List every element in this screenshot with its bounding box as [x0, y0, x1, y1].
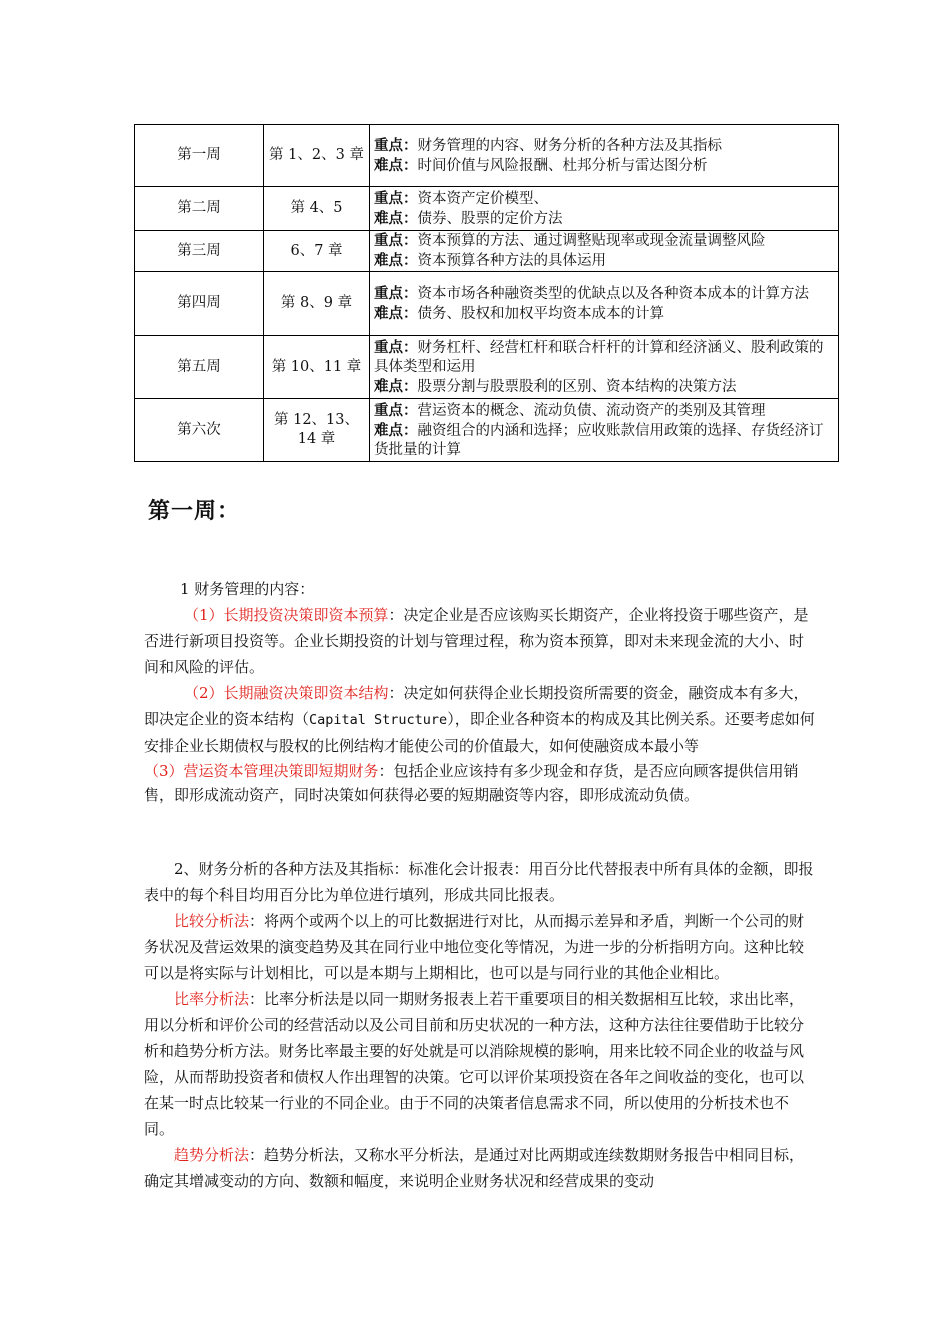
key-label: 重点： [374, 401, 418, 419]
paragraph-long-term-investment [144, 602, 816, 680]
week-cell: 第四周 [135, 272, 264, 336]
term-ratio-analysis: 比率分析法 [174, 990, 250, 1008]
term-comparative-analysis: 比较分析法 [174, 912, 250, 930]
key-text: 财务管理的内容、财务分析的各种方法及其指标 [417, 137, 722, 154]
week-cell: 第二周 [135, 187, 264, 231]
paragraph-long-term-financing [144, 680, 816, 759]
key-label: 重点： [374, 338, 418, 356]
table-row [135, 125, 839, 187]
m1-text: ：将两个或两个以上的可比数据进行对比，从而揭示差异和矛盾，判断一个公司的财务状况及营运效果的演变趋势及其在同行业中地位变化等情况，为进一步的分析指明方向。这种比较可以是将实际与计划相比，可以是本期与上期相比，也可以是与同行业的其他企业相比。 [144, 912, 805, 982]
section-title: 第一周： [148, 499, 241, 524]
difficulty-label: 难点： [374, 252, 418, 269]
key-label: 重点： [374, 232, 418, 249]
key-label: 重点： [374, 136, 418, 154]
description-cell [370, 187, 839, 231]
key-text: 财务杠杆、经营杠杆和联合杆杆的计算和经济涵义、股利政策的具体类型和运用 [374, 339, 824, 375]
difficulty-text: 股票分割与股票股利的区别、资本结构的决策方法 [417, 378, 737, 395]
table-row [135, 336, 839, 399]
key-text: 资本市场各种融资类型的优缺点以及各种资本成本的计算方法 [417, 285, 809, 302]
term-trend-analysis: 趋势分析法 [174, 1146, 250, 1164]
p1-text: ：决定企业是否应该购买长期资产，企业将投资于哪些资产，是否进行新项目投资等。企业长期投资的计划与管理过程，称为资本预算，即对未来现金流的大小、时间和风险的评估。 [144, 606, 809, 676]
week-cell: 第一周 [135, 125, 264, 187]
difficulty-text: 债券、股票的定价方法 [417, 210, 563, 227]
table-row [135, 187, 839, 231]
difficulty-text: 资本预算各种方法的具体运用 [417, 253, 606, 269]
p2-text-a: ：决定如何获得企业长期投资所需要的资金，融资成本有多大，即决定企业的资本结构（ [144, 684, 809, 728]
term-working-capital: （3）营运资本管理决策即短期财务 [144, 762, 379, 780]
chapter-cell: 6、7 章 [264, 231, 370, 272]
week-cell: 第五周 [135, 336, 264, 399]
description-cell [370, 336, 839, 399]
item2-paragraph: 2、财务分析的各种方法及其指标：标准化会计报表：用百分比代替报表中所有具体的金额，即报表中的每个科目均用百分比为单位进行填列，形成共同比报表。 [144, 860, 814, 904]
description-cell [370, 272, 839, 336]
table-row [135, 399, 839, 462]
difficulty-label: 难点： [374, 377, 418, 395]
chapter-cell: 第 10、11 章 [264, 336, 370, 399]
term-long-term-investment: （1）长期投资决策即资本预算 [184, 606, 389, 624]
key-label: 重点： [374, 284, 418, 302]
key-text: 营运资本的概念、流动负债、流动资产的类别及其管理 [417, 402, 766, 419]
chapter-cell: 第 1、2、3 章 [264, 125, 370, 187]
key-text: 资本资产定价模型、 [417, 190, 548, 207]
paragraph-comparative-analysis [144, 908, 816, 986]
paragraph-working-capital [144, 759, 816, 807]
key-text: 资本预算的方法、通过调整贴现率或现金流量调整风险 [417, 233, 766, 249]
p3-text: ：包括企业应该持有多少现金和存货，是否应向顾客提供信用销售，即形成流动资产，同时决策如何获得必要的短期融资等内容，即形成流动负债。 [144, 762, 799, 804]
key-label: 重点： [374, 189, 418, 207]
difficulty-text: 融资组合的内涵和选择；应收账款信用政策的选择、存货经济订货批量的计算 [374, 422, 824, 458]
chapter-cell: 第 4、5 [264, 187, 370, 231]
week-cell: 第六次 [135, 399, 264, 462]
difficulty-text: 债务、股权和加权平均资本成本的计算 [417, 305, 664, 322]
description-cell [370, 231, 839, 272]
difficulty-label: 难点： [374, 421, 418, 439]
difficulty-label: 难点： [374, 156, 418, 174]
description-cell [370, 125, 839, 187]
p2-term: Capital Structure [309, 712, 448, 728]
section-financial-management [144, 576, 816, 807]
week-cell: 第三周 [135, 231, 264, 272]
difficulty-label: 难点： [374, 304, 418, 322]
p2-text-b: ），即企业各种资本的构成及其比例关系。还要考虑如何安排企业长期债权与股权的比例结构才能使公司的价值最大，如何使融资成本最小等 [144, 710, 815, 755]
description-cell [370, 399, 839, 462]
paragraph-ratio-analysis [144, 986, 816, 1142]
schedule-table [134, 124, 839, 462]
chapter-cell: 第 8、9 章 [264, 272, 370, 336]
difficulty-label: 难点： [374, 209, 418, 227]
item1-heading: 1 财务管理的内容： [180, 580, 315, 598]
paragraph-trend-analysis [144, 1142, 816, 1194]
section-financial-analysis [144, 856, 816, 1194]
chapter-cell: 第 12、13、14 章 [264, 399, 370, 462]
m3-text: ：趋势分析法，又称水平分析法，是通过对比两期或连续数期财务报告中相同目标，确定其增减变动的方向、数额和幅度，来说明企业财务状况和经营成果的变动 [144, 1146, 805, 1190]
term-long-term-financing: （2）长期融资决策即资本结构 [184, 684, 389, 702]
difficulty-text: 时间价值与风险报酬、杜邦分析与雷达图分析 [417, 157, 708, 174]
m2-text: ：比率分析法是以同一期财务报表上若干重要项目的相关数据相互比较，求出比率，用以分析和评价公司的经营活动以及公司目前和历史状况的一种方法，这种方法往往要借助于比较分析和趋势分析方法。财务比率最主要的好处就是可以消除规模的影响，用来比较不同企业的收益与风险，从而帮助投资者和债权人作出理智的决策。它可以评价某项投资在各年之间收益的变化，也可以在某一时点比较某一行业的不同企业。由于不同的决策者信息需求不同，所以使用的分析技术也不同。 [144, 990, 805, 1138]
table-row [135, 231, 839, 272]
table-row [135, 272, 839, 336]
